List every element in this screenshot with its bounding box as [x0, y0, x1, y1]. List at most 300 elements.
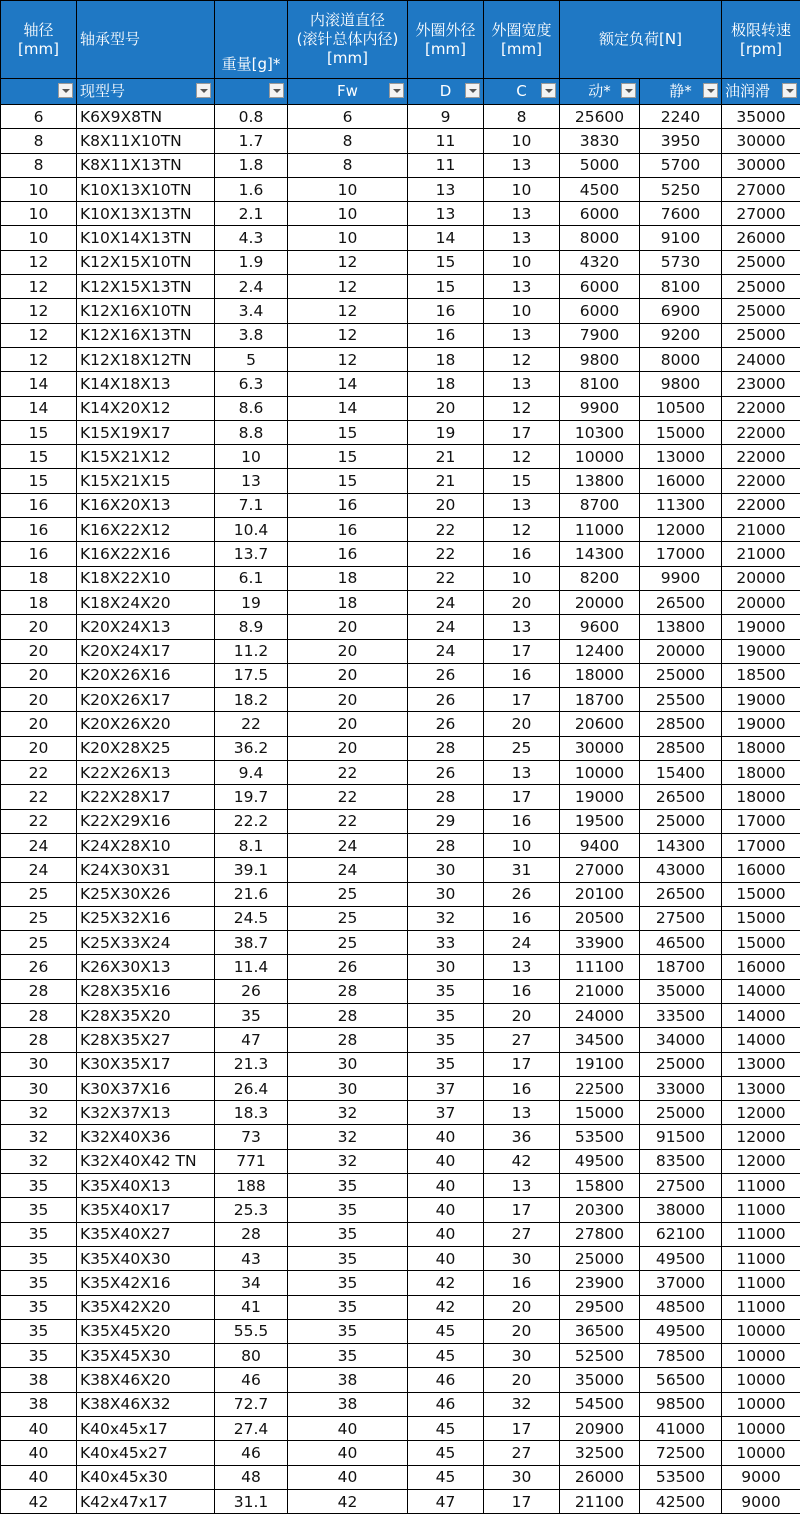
cell-model[interactable]: K12X15X10TN — [77, 250, 215, 274]
cell-od[interactable]: 19 — [408, 420, 484, 444]
cell-speed[interactable]: 19000 — [722, 712, 800, 736]
cell-speed[interactable]: 19000 — [722, 615, 800, 639]
cell-dynamic[interactable]: 11100 — [560, 955, 640, 979]
cell-od[interactable]: 42 — [408, 1271, 484, 1295]
cell-od[interactable]: 45 — [408, 1465, 484, 1489]
cell-static[interactable]: 14300 — [640, 833, 722, 857]
cell-od[interactable]: 45 — [408, 1441, 484, 1465]
cell-model[interactable]: K40x45x17 — [77, 1417, 215, 1441]
cell-od[interactable]: 45 — [408, 1417, 484, 1441]
cell-weight[interactable]: 80 — [215, 1344, 288, 1368]
cell-od[interactable]: 35 — [408, 979, 484, 1003]
cell-fw[interactable]: 38 — [288, 1368, 408, 1392]
cell-model[interactable]: K25X33X24 — [77, 931, 215, 955]
cell-weight[interactable]: 13 — [215, 469, 288, 493]
cell-dynamic[interactable]: 34500 — [560, 1028, 640, 1052]
cell-od[interactable]: 15 — [408, 250, 484, 274]
cell-speed[interactable]: 10000 — [722, 1368, 800, 1392]
cell-static[interactable]: 25000 — [640, 1052, 722, 1076]
cell-shaft[interactable]: 18 — [1, 566, 77, 590]
cell-fw[interactable]: 35 — [288, 1174, 408, 1198]
cell-static[interactable]: 27500 — [640, 906, 722, 930]
cell-width[interactable]: 10 — [484, 566, 560, 590]
cell-weight[interactable]: 0.8 — [215, 105, 288, 129]
cell-fw[interactable]: 14 — [288, 396, 408, 420]
cell-fw[interactable]: 24 — [288, 833, 408, 857]
cell-static[interactable]: 2240 — [640, 105, 722, 129]
cell-dynamic[interactable]: 20100 — [560, 882, 640, 906]
cell-weight[interactable]: 8.9 — [215, 615, 288, 639]
cell-shaft[interactable]: 40 — [1, 1441, 77, 1465]
cell-dynamic[interactable]: 53500 — [560, 1125, 640, 1149]
cell-dynamic[interactable]: 21000 — [560, 979, 640, 1003]
cell-fw[interactable]: 42 — [288, 1489, 408, 1513]
cell-fw[interactable]: 20 — [288, 615, 408, 639]
cell-fw[interactable]: 10 — [288, 177, 408, 201]
cell-width[interactable]: 17 — [484, 1052, 560, 1076]
cell-fw[interactable]: 35 — [288, 1271, 408, 1295]
cell-weight[interactable]: 31.1 — [215, 1489, 288, 1513]
cell-model[interactable]: K22X28X17 — [77, 785, 215, 809]
cell-dynamic[interactable]: 20600 — [560, 712, 640, 736]
cell-shaft[interactable]: 12 — [1, 323, 77, 347]
cell-dynamic[interactable]: 54500 — [560, 1392, 640, 1416]
cell-width[interactable]: 32 — [484, 1392, 560, 1416]
cell-shaft[interactable]: 28 — [1, 1003, 77, 1027]
cell-model[interactable]: K28X35X27 — [77, 1028, 215, 1052]
cell-shaft[interactable]: 25 — [1, 931, 77, 955]
cell-speed[interactable]: 22000 — [722, 493, 800, 517]
cell-dynamic[interactable]: 27800 — [560, 1222, 640, 1246]
cell-weight[interactable]: 3.8 — [215, 323, 288, 347]
cell-fw[interactable]: 24 — [288, 858, 408, 882]
cell-fw[interactable]: 6 — [288, 105, 408, 129]
cell-fw[interactable]: 35 — [288, 1198, 408, 1222]
cell-width[interactable]: 17 — [484, 639, 560, 663]
cell-dynamic[interactable]: 26000 — [560, 1465, 640, 1489]
cell-model[interactable]: K10X13X10TN — [77, 177, 215, 201]
cell-shaft[interactable]: 35 — [1, 1344, 77, 1368]
cell-static[interactable]: 9800 — [640, 372, 722, 396]
cell-fw[interactable]: 16 — [288, 493, 408, 517]
cell-od[interactable]: 24 — [408, 590, 484, 614]
cell-dynamic[interactable]: 8000 — [560, 226, 640, 250]
cell-fw[interactable]: 32 — [288, 1149, 408, 1173]
cell-static[interactable]: 42500 — [640, 1489, 722, 1513]
filter-dropdown-weight[interactable] — [269, 83, 284, 98]
cell-speed[interactable]: 15000 — [722, 882, 800, 906]
cell-fw[interactable]: 22 — [288, 785, 408, 809]
cell-speed[interactable]: 23000 — [722, 372, 800, 396]
cell-dynamic[interactable]: 18000 — [560, 663, 640, 687]
cell-speed[interactable]: 20000 — [722, 590, 800, 614]
cell-shaft[interactable]: 8 — [1, 129, 77, 153]
cell-od[interactable]: 47 — [408, 1489, 484, 1513]
cell-od[interactable]: 30 — [408, 882, 484, 906]
cell-model[interactable]: K38X46X32 — [77, 1392, 215, 1416]
cell-od[interactable]: 40 — [408, 1246, 484, 1270]
cell-width[interactable]: 27 — [484, 1441, 560, 1465]
cell-shaft[interactable]: 15 — [1, 420, 77, 444]
cell-width[interactable]: 13 — [484, 202, 560, 226]
cell-speed[interactable]: 19000 — [722, 688, 800, 712]
cell-width[interactable]: 16 — [484, 1076, 560, 1100]
cell-od[interactable]: 29 — [408, 809, 484, 833]
cell-static[interactable]: 3950 — [640, 129, 722, 153]
cell-od[interactable]: 45 — [408, 1344, 484, 1368]
cell-fw[interactable]: 10 — [288, 226, 408, 250]
cell-width[interactable]: 13 — [484, 275, 560, 299]
cell-weight[interactable]: 43 — [215, 1246, 288, 1270]
cell-speed[interactable]: 22000 — [722, 469, 800, 493]
cell-speed[interactable]: 20000 — [722, 566, 800, 590]
cell-dynamic[interactable]: 23900 — [560, 1271, 640, 1295]
cell-dynamic[interactable]: 9400 — [560, 833, 640, 857]
cell-speed[interactable]: 25000 — [722, 299, 800, 323]
cell-static[interactable]: 8000 — [640, 347, 722, 371]
cell-od[interactable]: 22 — [408, 542, 484, 566]
cell-dynamic[interactable]: 22500 — [560, 1076, 640, 1100]
cell-speed[interactable]: 17000 — [722, 833, 800, 857]
cell-shaft[interactable]: 20 — [1, 736, 77, 760]
cell-static[interactable]: 35000 — [640, 979, 722, 1003]
cell-dynamic[interactable]: 14300 — [560, 542, 640, 566]
cell-weight[interactable]: 1.6 — [215, 177, 288, 201]
cell-weight[interactable]: 46 — [215, 1368, 288, 1392]
cell-od[interactable]: 24 — [408, 639, 484, 663]
cell-weight[interactable]: 21.3 — [215, 1052, 288, 1076]
cell-fw[interactable]: 22 — [288, 809, 408, 833]
cell-dynamic[interactable]: 10000 — [560, 761, 640, 785]
cell-static[interactable]: 25500 — [640, 688, 722, 712]
cell-od[interactable]: 14 — [408, 226, 484, 250]
cell-shaft[interactable]: 12 — [1, 275, 77, 299]
cell-model[interactable]: K30X37X16 — [77, 1076, 215, 1100]
cell-static[interactable]: 27500 — [640, 1174, 722, 1198]
cell-speed[interactable]: 27000 — [722, 177, 800, 201]
cell-dynamic[interactable]: 10000 — [560, 445, 640, 469]
cell-dynamic[interactable]: 35000 — [560, 1368, 640, 1392]
cell-static[interactable]: 48500 — [640, 1295, 722, 1319]
cell-width[interactable]: 27 — [484, 1222, 560, 1246]
cell-model[interactable]: K10X14X13TN — [77, 226, 215, 250]
cell-static[interactable]: 25000 — [640, 809, 722, 833]
cell-shaft[interactable]: 20 — [1, 615, 77, 639]
cell-speed[interactable]: 15000 — [722, 931, 800, 955]
cell-shaft[interactable]: 14 — [1, 396, 77, 420]
cell-model[interactable]: K32X40X36 — [77, 1125, 215, 1149]
cell-model[interactable]: K35X40X17 — [77, 1198, 215, 1222]
cell-model[interactable]: K40x45x30 — [77, 1465, 215, 1489]
cell-dynamic[interactable]: 25600 — [560, 105, 640, 129]
cell-od[interactable]: 40 — [408, 1149, 484, 1173]
cell-fw[interactable]: 12 — [288, 347, 408, 371]
cell-speed[interactable]: 13000 — [722, 1052, 800, 1076]
cell-weight[interactable]: 13.7 — [215, 542, 288, 566]
cell-model[interactable]: K14X20X12 — [77, 396, 215, 420]
cell-weight[interactable]: 6.3 — [215, 372, 288, 396]
cell-width[interactable]: 13 — [484, 153, 560, 177]
cell-od[interactable]: 20 — [408, 493, 484, 517]
cell-width[interactable]: 13 — [484, 761, 560, 785]
cell-fw[interactable]: 22 — [288, 761, 408, 785]
cell-shaft[interactable]: 10 — [1, 202, 77, 226]
cell-od[interactable]: 30 — [408, 858, 484, 882]
cell-fw[interactable]: 35 — [288, 1344, 408, 1368]
cell-od[interactable]: 45 — [408, 1319, 484, 1343]
cell-weight[interactable]: 18.2 — [215, 688, 288, 712]
cell-fw[interactable]: 35 — [288, 1222, 408, 1246]
cell-dynamic[interactable]: 18700 — [560, 688, 640, 712]
cell-shaft[interactable]: 28 — [1, 979, 77, 1003]
cell-shaft[interactable]: 42 — [1, 1489, 77, 1513]
cell-width[interactable]: 20 — [484, 712, 560, 736]
cell-fw[interactable]: 38 — [288, 1392, 408, 1416]
cell-static[interactable]: 9200 — [640, 323, 722, 347]
cell-width[interactable]: 16 — [484, 906, 560, 930]
cell-od[interactable]: 35 — [408, 1052, 484, 1076]
cell-shaft[interactable]: 22 — [1, 761, 77, 785]
cell-width[interactable]: 12 — [484, 445, 560, 469]
cell-model[interactable]: K35X40X27 — [77, 1222, 215, 1246]
cell-weight[interactable]: 771 — [215, 1149, 288, 1173]
cell-fw[interactable]: 26 — [288, 955, 408, 979]
cell-fw[interactable]: 25 — [288, 906, 408, 930]
cell-weight[interactable]: 28 — [215, 1222, 288, 1246]
cell-fw[interactable]: 28 — [288, 1028, 408, 1052]
cell-weight[interactable]: 4.3 — [215, 226, 288, 250]
cell-width[interactable]: 25 — [484, 736, 560, 760]
cell-weight[interactable]: 19.7 — [215, 785, 288, 809]
cell-od[interactable]: 26 — [408, 761, 484, 785]
cell-static[interactable]: 25000 — [640, 663, 722, 687]
cell-width[interactable]: 16 — [484, 542, 560, 566]
cell-model[interactable]: K42x47x17 — [77, 1489, 215, 1513]
cell-speed[interactable]: 17000 — [722, 809, 800, 833]
cell-dynamic[interactable]: 8100 — [560, 372, 640, 396]
cell-weight[interactable]: 18.3 — [215, 1101, 288, 1125]
cell-shaft[interactable]: 15 — [1, 445, 77, 469]
cell-dynamic[interactable]: 20500 — [560, 906, 640, 930]
cell-dynamic[interactable]: 19000 — [560, 785, 640, 809]
cell-fw[interactable]: 35 — [288, 1319, 408, 1343]
cell-width[interactable]: 10 — [484, 177, 560, 201]
cell-static[interactable]: 49500 — [640, 1246, 722, 1270]
cell-model[interactable]: K24X28X10 — [77, 833, 215, 857]
cell-static[interactable]: 13800 — [640, 615, 722, 639]
cell-od[interactable]: 40 — [408, 1174, 484, 1198]
cell-od[interactable]: 35 — [408, 1003, 484, 1027]
cell-model[interactable]: K12X18X12TN — [77, 347, 215, 371]
cell-model[interactable]: K35X45X30 — [77, 1344, 215, 1368]
cell-speed[interactable]: 22000 — [722, 420, 800, 444]
cell-shaft[interactable]: 40 — [1, 1417, 77, 1441]
cell-fw[interactable]: 25 — [288, 931, 408, 955]
cell-speed[interactable]: 21000 — [722, 542, 800, 566]
cell-fw[interactable]: 20 — [288, 639, 408, 663]
cell-model[interactable]: K14X18X13 — [77, 372, 215, 396]
cell-shaft[interactable]: 30 — [1, 1052, 77, 1076]
cell-width[interactable]: 24 — [484, 931, 560, 955]
cell-speed[interactable]: 11000 — [722, 1198, 800, 1222]
cell-weight[interactable]: 26 — [215, 979, 288, 1003]
cell-weight[interactable]: 1.9 — [215, 250, 288, 274]
cell-dynamic[interactable]: 4320 — [560, 250, 640, 274]
cell-od[interactable]: 20 — [408, 396, 484, 420]
cell-shaft[interactable]: 8 — [1, 153, 77, 177]
cell-width[interactable]: 30 — [484, 1246, 560, 1270]
cell-dynamic[interactable]: 29500 — [560, 1295, 640, 1319]
cell-width[interactable]: 13 — [484, 493, 560, 517]
cell-weight[interactable]: 24.5 — [215, 906, 288, 930]
cell-model[interactable]: K16X22X12 — [77, 518, 215, 542]
cell-shaft[interactable]: 35 — [1, 1246, 77, 1270]
cell-od[interactable]: 15 — [408, 275, 484, 299]
cell-width[interactable]: 13 — [484, 372, 560, 396]
cell-width[interactable]: 31 — [484, 858, 560, 882]
cell-static[interactable]: 18700 — [640, 955, 722, 979]
cell-static[interactable]: 8100 — [640, 275, 722, 299]
cell-weight[interactable]: 10 — [215, 445, 288, 469]
cell-model[interactable]: K22X26X13 — [77, 761, 215, 785]
cell-dynamic[interactable]: 20000 — [560, 590, 640, 614]
cell-static[interactable]: 16000 — [640, 469, 722, 493]
cell-width[interactable]: 26 — [484, 882, 560, 906]
cell-shaft[interactable]: 20 — [1, 712, 77, 736]
cell-shaft[interactable]: 26 — [1, 955, 77, 979]
cell-speed[interactable]: 18000 — [722, 785, 800, 809]
cell-speed[interactable]: 35000 — [722, 105, 800, 129]
cell-speed[interactable]: 16000 — [722, 955, 800, 979]
cell-model[interactable]: K40x45x27 — [77, 1441, 215, 1465]
cell-od[interactable]: 22 — [408, 518, 484, 542]
cell-width[interactable]: 12 — [484, 518, 560, 542]
cell-static[interactable]: 41000 — [640, 1417, 722, 1441]
cell-model[interactable]: K20X26X20 — [77, 712, 215, 736]
cell-width[interactable]: 12 — [484, 396, 560, 420]
cell-speed[interactable]: 11000 — [722, 1246, 800, 1270]
cell-fw[interactable]: 8 — [288, 129, 408, 153]
cell-speed[interactable]: 18500 — [722, 663, 800, 687]
cell-shaft[interactable]: 6 — [1, 105, 77, 129]
cell-speed[interactable]: 22000 — [722, 396, 800, 420]
cell-shaft[interactable]: 16 — [1, 518, 77, 542]
cell-od[interactable]: 37 — [408, 1101, 484, 1125]
cell-shaft[interactable]: 35 — [1, 1271, 77, 1295]
filter-dropdown-width[interactable] — [541, 83, 556, 98]
cell-od[interactable]: 28 — [408, 833, 484, 857]
cell-weight[interactable]: 2.1 — [215, 202, 288, 226]
cell-width[interactable]: 10 — [484, 299, 560, 323]
cell-speed[interactable]: 11000 — [722, 1271, 800, 1295]
cell-od[interactable]: 46 — [408, 1368, 484, 1392]
cell-width[interactable]: 30 — [484, 1465, 560, 1489]
cell-width[interactable]: 20 — [484, 590, 560, 614]
cell-speed[interactable]: 19000 — [722, 639, 800, 663]
cell-width[interactable]: 17 — [484, 688, 560, 712]
cell-model[interactable]: K12X15X13TN — [77, 275, 215, 299]
cell-shaft[interactable]: 12 — [1, 299, 77, 323]
cell-model[interactable]: K10X13X13TN — [77, 202, 215, 226]
cell-static[interactable]: 33500 — [640, 1003, 722, 1027]
cell-speed[interactable]: 14000 — [722, 1028, 800, 1052]
cell-model[interactable]: K35X42X20 — [77, 1295, 215, 1319]
cell-od[interactable]: 13 — [408, 177, 484, 201]
cell-od[interactable]: 21 — [408, 469, 484, 493]
cell-weight[interactable]: 10.4 — [215, 518, 288, 542]
cell-fw[interactable]: 15 — [288, 445, 408, 469]
cell-weight[interactable]: 3.4 — [215, 299, 288, 323]
cell-static[interactable]: 38000 — [640, 1198, 722, 1222]
cell-fw[interactable]: 25 — [288, 882, 408, 906]
cell-static[interactable]: 53500 — [640, 1465, 722, 1489]
cell-shaft[interactable]: 14 — [1, 372, 77, 396]
cell-static[interactable]: 43000 — [640, 858, 722, 882]
cell-dynamic[interactable]: 9900 — [560, 396, 640, 420]
cell-shaft[interactable]: 16 — [1, 542, 77, 566]
cell-width[interactable]: 16 — [484, 979, 560, 1003]
cell-dynamic[interactable]: 15000 — [560, 1101, 640, 1125]
cell-weight[interactable]: 73 — [215, 1125, 288, 1149]
cell-static[interactable]: 33000 — [640, 1076, 722, 1100]
cell-static[interactable]: 5700 — [640, 153, 722, 177]
cell-od[interactable]: 24 — [408, 615, 484, 639]
filter-dropdown-shaft[interactable] — [58, 83, 73, 98]
cell-speed[interactable]: 18000 — [722, 761, 800, 785]
cell-shaft[interactable]: 35 — [1, 1222, 77, 1246]
cell-width[interactable]: 13 — [484, 615, 560, 639]
cell-weight[interactable]: 22 — [215, 712, 288, 736]
cell-width[interactable]: 16 — [484, 1271, 560, 1295]
cell-od[interactable]: 9 — [408, 105, 484, 129]
cell-speed[interactable]: 18000 — [722, 736, 800, 760]
cell-speed[interactable]: 11000 — [722, 1174, 800, 1198]
cell-model[interactable]: K26X30X13 — [77, 955, 215, 979]
cell-speed[interactable]: 11000 — [722, 1295, 800, 1319]
cell-static[interactable]: 7600 — [640, 202, 722, 226]
cell-shaft[interactable]: 20 — [1, 688, 77, 712]
cell-model[interactable]: K20X24X13 — [77, 615, 215, 639]
cell-dynamic[interactable]: 9600 — [560, 615, 640, 639]
cell-weight[interactable]: 8.1 — [215, 833, 288, 857]
cell-od[interactable]: 28 — [408, 785, 484, 809]
cell-width[interactable]: 13 — [484, 323, 560, 347]
cell-fw[interactable]: 32 — [288, 1101, 408, 1125]
cell-model[interactable]: K16X22X16 — [77, 542, 215, 566]
cell-dynamic[interactable]: 9800 — [560, 347, 640, 371]
cell-fw[interactable]: 8 — [288, 153, 408, 177]
cell-shaft[interactable]: 38 — [1, 1368, 77, 1392]
cell-od[interactable]: 32 — [408, 906, 484, 930]
cell-fw[interactable]: 20 — [288, 688, 408, 712]
cell-shaft[interactable]: 22 — [1, 809, 77, 833]
cell-dynamic[interactable]: 30000 — [560, 736, 640, 760]
cell-model[interactable]: K18X24X20 — [77, 590, 215, 614]
cell-fw[interactable]: 15 — [288, 420, 408, 444]
cell-fw[interactable]: 12 — [288, 299, 408, 323]
cell-model[interactable]: K35X40X30 — [77, 1246, 215, 1270]
cell-speed[interactable]: 14000 — [722, 1003, 800, 1027]
cell-weight[interactable]: 36.2 — [215, 736, 288, 760]
cell-width[interactable]: 27 — [484, 1028, 560, 1052]
cell-speed[interactable]: 10000 — [722, 1392, 800, 1416]
cell-shaft[interactable]: 18 — [1, 590, 77, 614]
cell-dynamic[interactable]: 21100 — [560, 1489, 640, 1513]
cell-speed[interactable]: 11000 — [722, 1222, 800, 1246]
cell-model[interactable]: K8X11X10TN — [77, 129, 215, 153]
cell-fw[interactable]: 12 — [288, 275, 408, 299]
cell-weight[interactable]: 47 — [215, 1028, 288, 1052]
